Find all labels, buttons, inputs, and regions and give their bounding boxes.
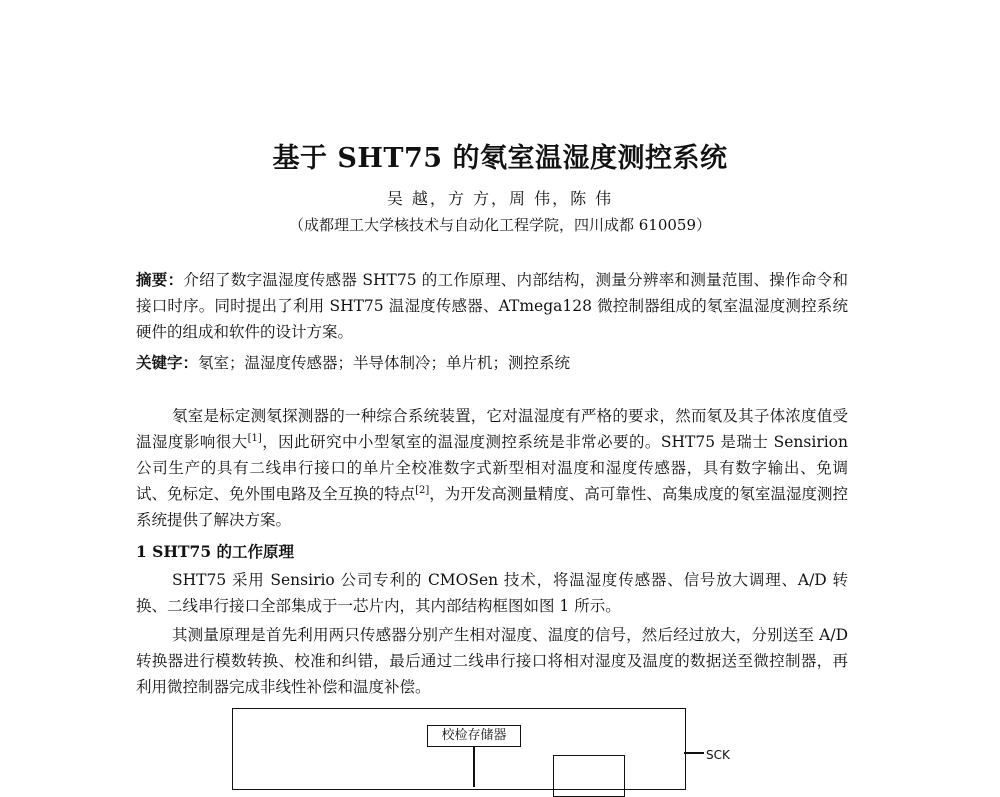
citation-ref-1: [1] (247, 432, 262, 444)
abstract-text: 介绍了数字温湿度传感器 SHT75 的工作原理、内部结构，测量分辨率和测量范围、操作命令和接口时序。同时提出了利用 SHT75 温湿度传感器、ATmega128 微控制器组成的氡室温湿度测控系统硬件的组成和软件的设计方案。 (136, 271, 848, 341)
calibration-memory-box: 校检存储器 (427, 725, 521, 747)
paper-title: 基于 SHT75 的氡室温湿度测控系统 (272, 143, 728, 174)
section1-paragraph-1 (136, 567, 848, 619)
paper-affiliation: （成都理工大学核技术与自动化工程学院，四川成都 610059） (288, 216, 712, 234)
sck-signal-line (684, 752, 704, 754)
diagram-block (553, 755, 625, 797)
section1-p2-text: 其测量原理是首先利用两只传感器分别产生相对湿度、温度的信号，然后经过放大，分别送至 A/D 转换器进行模数转换、校准和纠错，最后通过二线串行接口将相对湿度及温度的数据送至微控制器，再利用微控制器完成非线性补偿和温度补偿。 (136, 626, 848, 696)
block-diagram-figure (232, 708, 686, 790)
section1-p1-text: SHT75 采用 Sensirio 公司专利的 CMOSen 技术，将温湿度传感器、信号放大调理、A/D 转换、二线串行接口全部集成于一芯片内，其内部结构框图如图 1 所示。 (136, 571, 848, 615)
abstract-label: 摘要： (136, 270, 184, 289)
intro-text-1: 氡室是标定测氡探测器的一种综合系统装置，它对温湿度有严格的要求，然而氡及其子体浓度值受温湿度影响很大 (136, 407, 848, 451)
keywords-text: 氡室；温湿度传感器；半导体制冷；单片机；测控系统 (198, 354, 571, 372)
intro-paragraph (136, 403, 848, 533)
section1-paragraph-2 (136, 622, 848, 700)
intro-text-2: ，因此研究中小型氡室的温湿度测控系统是非常必要的。SHT75 是瑞士 Sensirion 公司生产的具有二线串行接口的单片全校准数字式新型相对温度和湿度传感器，具有数字输出、免调试、免标定、免外围电路及全互换的特点 (136, 433, 848, 503)
keywords (136, 350, 848, 376)
abstract (136, 267, 848, 345)
sck-label: SCK (706, 748, 730, 762)
keywords-label: 关键字： (136, 353, 199, 372)
citation-ref-2: [2] (415, 484, 430, 496)
diagram-connector-line (473, 747, 475, 787)
intro-text-3: ，为开发高测量精度、高可靠性、高集成度的氡室温湿度测控系统提供了解决方案。 (136, 485, 848, 529)
section-heading: 1 SHT75 的工作原理 (136, 542, 295, 561)
paper-authors: 吴 越，方 方，周 伟，陈 伟 (386, 189, 614, 208)
